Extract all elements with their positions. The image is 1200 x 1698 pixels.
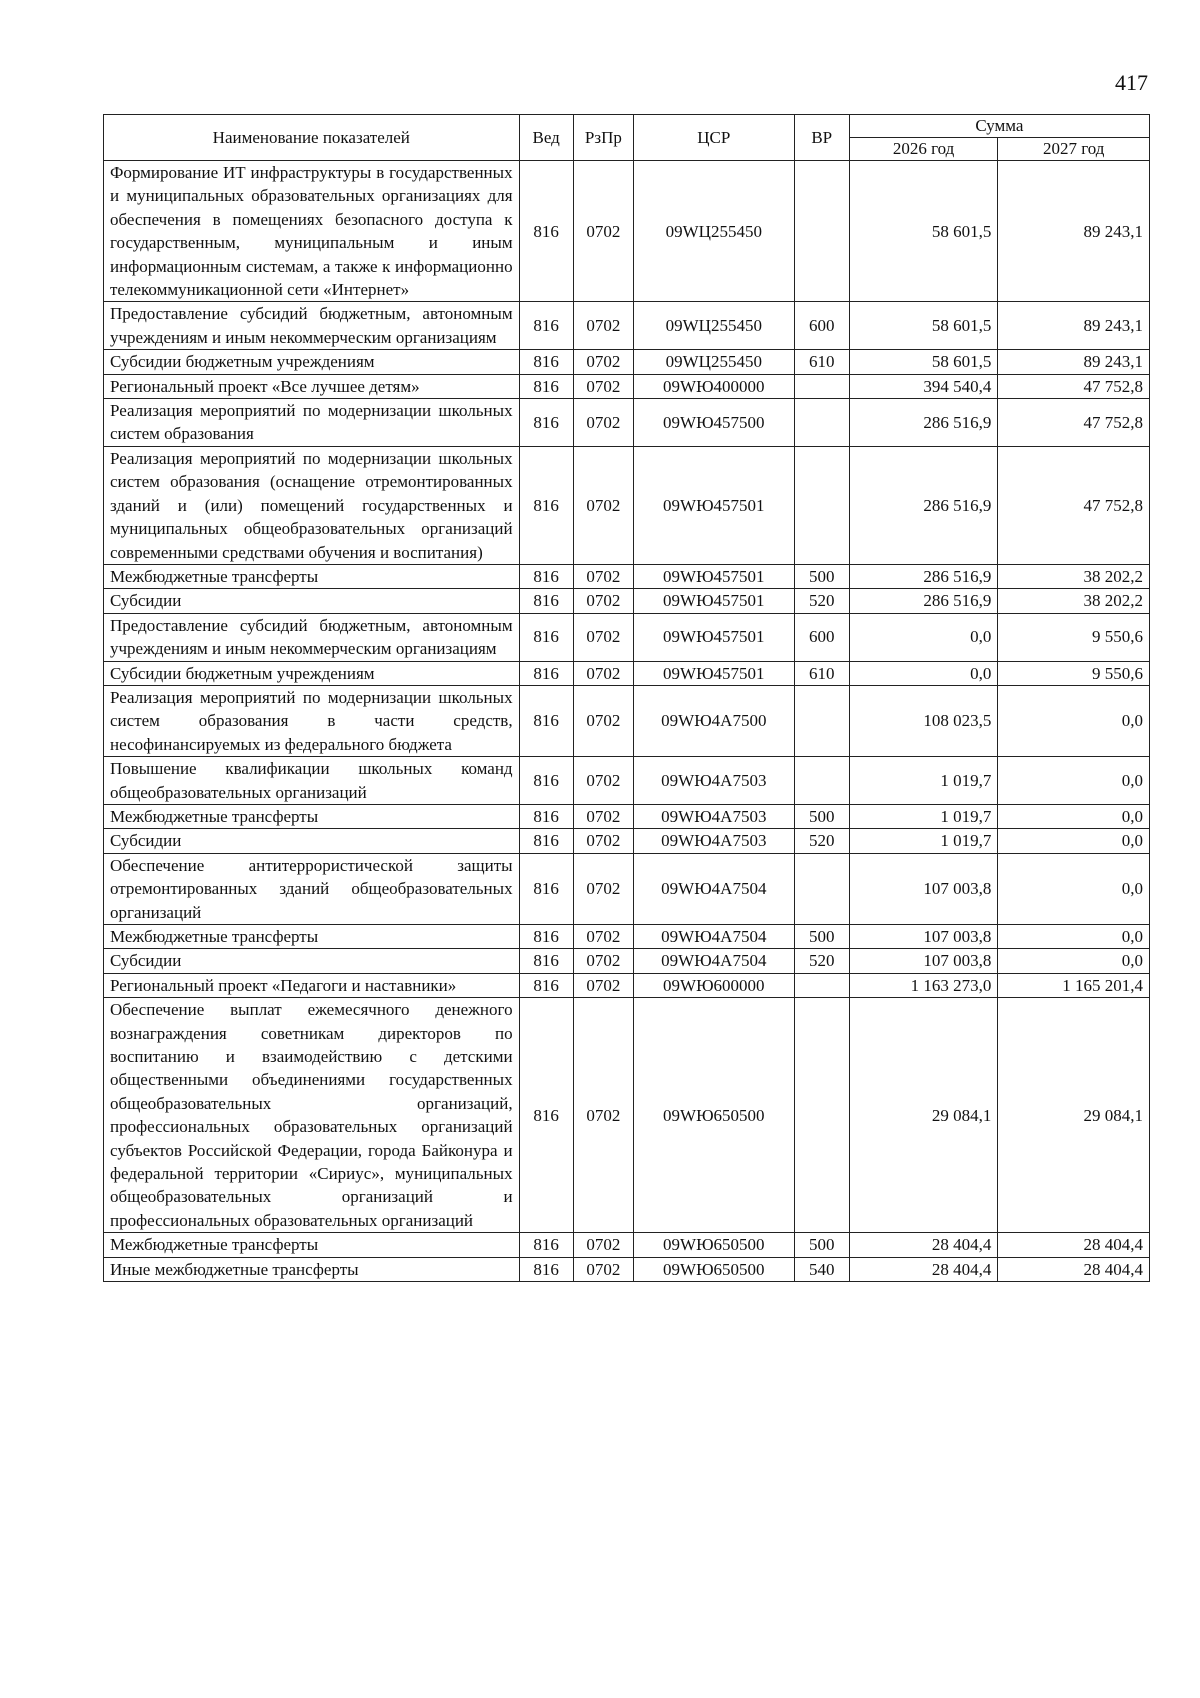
row-csr: 09WЮ457501 xyxy=(634,661,795,685)
row-sum-2027: 9 550,6 xyxy=(998,613,1150,661)
row-sum-2026: 28 404,4 xyxy=(849,1233,998,1257)
row-rzpr: 0702 xyxy=(573,350,633,374)
row-name: Субсидии xyxy=(104,829,520,853)
row-vr: 500 xyxy=(794,804,849,828)
table-header xyxy=(104,115,1150,161)
row-name: Обеспечение выплат ежемесячного денежного вознаграждения советникам директоров по воспитанию и взаимодействию с детскими общественными объединениями государственных общеобразовательных организаций, профессиональных образовательных организаций субъектов Российской Федерации, города Байконура и федеральной территории «Сириус», муниципальных общеобразовательных организаций и профессиональных образовательных организаций xyxy=(104,998,520,1233)
row-sum-2027: 0,0 xyxy=(998,829,1150,853)
row-rzpr: 0702 xyxy=(573,302,633,350)
row-csr: 09WЮ600000 xyxy=(634,973,795,997)
row-sum-2027: 47 752,8 xyxy=(998,446,1150,564)
row-name: Межбюджетные трансферты xyxy=(104,804,520,828)
row-csr: 09WЦ255450 xyxy=(634,161,795,302)
row-sum-2026: 58 601,5 xyxy=(849,350,998,374)
row-csr: 09WЮ457501 xyxy=(634,613,795,661)
row-sum-2026: 286 516,9 xyxy=(849,589,998,613)
row-sum-2027: 38 202,2 xyxy=(998,589,1150,613)
row-rzpr: 0702 xyxy=(573,446,633,564)
row-name: Субсидии xyxy=(104,589,520,613)
row-ved: 816 xyxy=(519,564,573,588)
header-2026: 2026 год xyxy=(849,138,998,161)
header-2027: 2027 год xyxy=(998,138,1150,161)
row-rzpr: 0702 xyxy=(573,829,633,853)
header-rzpr: РзПр xyxy=(573,115,633,161)
row-ved: 816 xyxy=(519,829,573,853)
row-rzpr: 0702 xyxy=(573,973,633,997)
row-csr: 09WЮ4A7503 xyxy=(634,829,795,853)
table-row xyxy=(104,804,1150,828)
header-ved: Вед xyxy=(519,115,573,161)
row-csr: 09WЦ255450 xyxy=(634,302,795,350)
row-name: Предоставление субсидий бюджетным, автономным учреждениям и иным некоммерческим организациям xyxy=(104,613,520,661)
table-row xyxy=(104,399,1150,447)
row-rzpr: 0702 xyxy=(573,613,633,661)
row-vr: 600 xyxy=(794,613,849,661)
row-vr xyxy=(794,685,849,756)
row-sum-2026: 286 516,9 xyxy=(849,446,998,564)
row-rzpr: 0702 xyxy=(573,757,633,805)
row-vr: 520 xyxy=(794,829,849,853)
row-ved: 816 xyxy=(519,374,573,398)
row-ved: 816 xyxy=(519,973,573,997)
row-ved: 816 xyxy=(519,589,573,613)
row-sum-2026: 108 023,5 xyxy=(849,685,998,756)
table-row xyxy=(104,998,1150,1233)
row-sum-2026: 29 084,1 xyxy=(849,998,998,1233)
row-rzpr: 0702 xyxy=(573,853,633,924)
row-rzpr: 0702 xyxy=(573,661,633,685)
row-ved: 816 xyxy=(519,446,573,564)
row-vr xyxy=(794,998,849,1233)
header-name: Наименование показателей xyxy=(104,115,520,161)
row-csr: 09WЮ4A7503 xyxy=(634,757,795,805)
row-rzpr: 0702 xyxy=(573,1257,633,1281)
budget-table xyxy=(103,114,1150,1282)
row-sum-2026: 28 404,4 xyxy=(849,1257,998,1281)
table-row xyxy=(104,973,1150,997)
row-csr: 09WЮ457501 xyxy=(634,564,795,588)
row-name: Реализация мероприятий по модернизации школьных систем образования xyxy=(104,399,520,447)
row-rzpr: 0702 xyxy=(573,564,633,588)
row-sum-2026: 0,0 xyxy=(849,613,998,661)
row-rzpr: 0702 xyxy=(573,949,633,973)
row-sum-2027: 28 404,4 xyxy=(998,1257,1150,1281)
row-ved: 816 xyxy=(519,804,573,828)
row-name: Обеспечение антитеррористической защиты отремонтированных зданий общеобразовательных организаций xyxy=(104,853,520,924)
row-sum-2026: 1 163 273,0 xyxy=(849,973,998,997)
row-rzpr: 0702 xyxy=(573,925,633,949)
row-sum-2026: 286 516,9 xyxy=(849,564,998,588)
table-row xyxy=(104,161,1150,302)
row-rzpr: 0702 xyxy=(573,685,633,756)
row-rzpr: 0702 xyxy=(573,804,633,828)
row-ved: 816 xyxy=(519,853,573,924)
row-name: Субсидии xyxy=(104,949,520,973)
row-ved: 816 xyxy=(519,613,573,661)
row-vr: 610 xyxy=(794,661,849,685)
header-sum: Сумма xyxy=(849,115,1149,138)
row-sum-2027: 0,0 xyxy=(998,949,1150,973)
row-csr: 09WЮ4A7504 xyxy=(634,949,795,973)
row-vr: 520 xyxy=(794,949,849,973)
row-sum-2027: 0,0 xyxy=(998,804,1150,828)
row-ved: 816 xyxy=(519,1233,573,1257)
row-rzpr: 0702 xyxy=(573,374,633,398)
row-name: Региональный проект «Все лучшее детям» xyxy=(104,374,520,398)
row-sum-2026: 1 019,7 xyxy=(849,757,998,805)
row-csr: 09WЮ457501 xyxy=(634,446,795,564)
row-vr: 600 xyxy=(794,302,849,350)
table-row xyxy=(104,1257,1150,1281)
row-vr xyxy=(794,446,849,564)
row-ved: 816 xyxy=(519,661,573,685)
row-sum-2027: 29 084,1 xyxy=(998,998,1150,1233)
row-name: Субсидии бюджетным учреждениям xyxy=(104,350,520,374)
row-sum-2026: 58 601,5 xyxy=(849,161,998,302)
row-vr: 610 xyxy=(794,350,849,374)
header-vr: ВР xyxy=(794,115,849,161)
row-sum-2026: 58 601,5 xyxy=(849,302,998,350)
row-csr: 09WЮ4A7500 xyxy=(634,685,795,756)
row-vr: 500 xyxy=(794,1233,849,1257)
row-sum-2026: 107 003,8 xyxy=(849,949,998,973)
row-ved: 816 xyxy=(519,161,573,302)
row-csr: 09WЮ457501 xyxy=(634,589,795,613)
row-vr: 500 xyxy=(794,925,849,949)
row-name: Межбюджетные трансферты xyxy=(104,564,520,588)
table-row xyxy=(104,350,1150,374)
row-csr: 09WЮ400000 xyxy=(634,374,795,398)
row-rzpr: 0702 xyxy=(573,1233,633,1257)
row-sum-2027: 0,0 xyxy=(998,925,1150,949)
row-sum-2027: 0,0 xyxy=(998,853,1150,924)
header-csr: ЦСР xyxy=(634,115,795,161)
row-sum-2027: 89 243,1 xyxy=(998,161,1150,302)
row-csr: 09WЦ255450 xyxy=(634,350,795,374)
row-sum-2027: 38 202,2 xyxy=(998,564,1150,588)
row-sum-2027: 28 404,4 xyxy=(998,1233,1150,1257)
row-sum-2027: 47 752,8 xyxy=(998,399,1150,447)
row-sum-2027: 0,0 xyxy=(998,685,1150,756)
row-sum-2027: 47 752,8 xyxy=(998,374,1150,398)
row-ved: 816 xyxy=(519,949,573,973)
row-sum-2027: 89 243,1 xyxy=(998,350,1150,374)
row-name: Реализация мероприятий по модернизации школьных систем образования в части средств, несофинансируемых из федерального бюджета xyxy=(104,685,520,756)
row-name: Региональный проект «Педагоги и наставники» xyxy=(104,973,520,997)
row-rzpr: 0702 xyxy=(573,998,633,1233)
page-number: 417 xyxy=(1115,70,1148,95)
table-row xyxy=(104,1233,1150,1257)
row-sum-2026: 107 003,8 xyxy=(849,853,998,924)
row-csr: 09WЮ650500 xyxy=(634,1257,795,1281)
row-ved: 816 xyxy=(519,998,573,1233)
row-vr xyxy=(794,161,849,302)
row-rzpr: 0702 xyxy=(573,161,633,302)
row-sum-2026: 1 019,7 xyxy=(849,829,998,853)
row-name: Повышение квалификации школьных команд общеобразовательных организаций xyxy=(104,757,520,805)
table-row xyxy=(104,925,1150,949)
row-sum-2027: 1 165 201,4 xyxy=(998,973,1150,997)
row-ved: 816 xyxy=(519,757,573,805)
row-sum-2027: 89 243,1 xyxy=(998,302,1150,350)
row-name: Реализация мероприятий по модернизации школьных систем образования (оснащение отремонтированных зданий и (или) помещений государственных и муниципальных общеобразовательных организаций современными средствами обучения и воспитания) xyxy=(104,446,520,564)
row-name: Субсидии бюджетным учреждениям xyxy=(104,661,520,685)
row-sum-2026: 107 003,8 xyxy=(849,925,998,949)
row-ved: 816 xyxy=(519,399,573,447)
table-row xyxy=(104,949,1150,973)
row-rzpr: 0702 xyxy=(573,589,633,613)
table-row xyxy=(104,446,1150,564)
row-name: Формирование ИТ инфраструктуры в государственных и муниципальных образовательных организациях для обеспечения в помещениях безопасного доступа к государственным, муниципальным и иным информационным системам, а также к информационно телекоммуникационной сети «Интернет» xyxy=(104,161,520,302)
row-rzpr: 0702 xyxy=(573,399,633,447)
table-row xyxy=(104,661,1150,685)
row-sum-2026: 394 540,4 xyxy=(849,374,998,398)
row-vr xyxy=(794,374,849,398)
row-name: Предоставление субсидий бюджетным, автономным учреждениям и иным некоммерческим организациям xyxy=(104,302,520,350)
table-row xyxy=(104,374,1150,398)
row-sum-2026: 0,0 xyxy=(849,661,998,685)
row-csr: 09WЮ4A7504 xyxy=(634,853,795,924)
table-row xyxy=(104,853,1150,924)
row-vr: 500 xyxy=(794,564,849,588)
row-vr: 540 xyxy=(794,1257,849,1281)
row-sum-2026: 286 516,9 xyxy=(849,399,998,447)
row-ved: 816 xyxy=(519,350,573,374)
row-sum-2026: 1 019,7 xyxy=(849,804,998,828)
row-ved: 816 xyxy=(519,685,573,756)
row-vr xyxy=(794,973,849,997)
row-csr: 09WЮ650500 xyxy=(634,1233,795,1257)
table-row xyxy=(104,613,1150,661)
row-name: Иные межбюджетные трансферты xyxy=(104,1257,520,1281)
table-row xyxy=(104,589,1150,613)
row-sum-2027: 0,0 xyxy=(998,757,1150,805)
table-row xyxy=(104,829,1150,853)
table-row xyxy=(104,757,1150,805)
row-ved: 816 xyxy=(519,925,573,949)
row-vr xyxy=(794,853,849,924)
row-vr xyxy=(794,399,849,447)
row-ved: 816 xyxy=(519,1257,573,1281)
table-row xyxy=(104,302,1150,350)
table-body xyxy=(104,161,1150,1282)
row-vr: 520 xyxy=(794,589,849,613)
row-csr: 09WЮ4A7503 xyxy=(634,804,795,828)
row-name: Межбюджетные трансферты xyxy=(104,925,520,949)
row-csr: 09WЮ650500 xyxy=(634,998,795,1233)
row-csr: 09WЮ457500 xyxy=(634,399,795,447)
row-sum-2027: 9 550,6 xyxy=(998,661,1150,685)
row-csr: 09WЮ4A7504 xyxy=(634,925,795,949)
table-row xyxy=(104,685,1150,756)
table-row xyxy=(104,564,1150,588)
row-name: Межбюджетные трансферты xyxy=(104,1233,520,1257)
row-ved: 816 xyxy=(519,302,573,350)
row-vr xyxy=(794,757,849,805)
